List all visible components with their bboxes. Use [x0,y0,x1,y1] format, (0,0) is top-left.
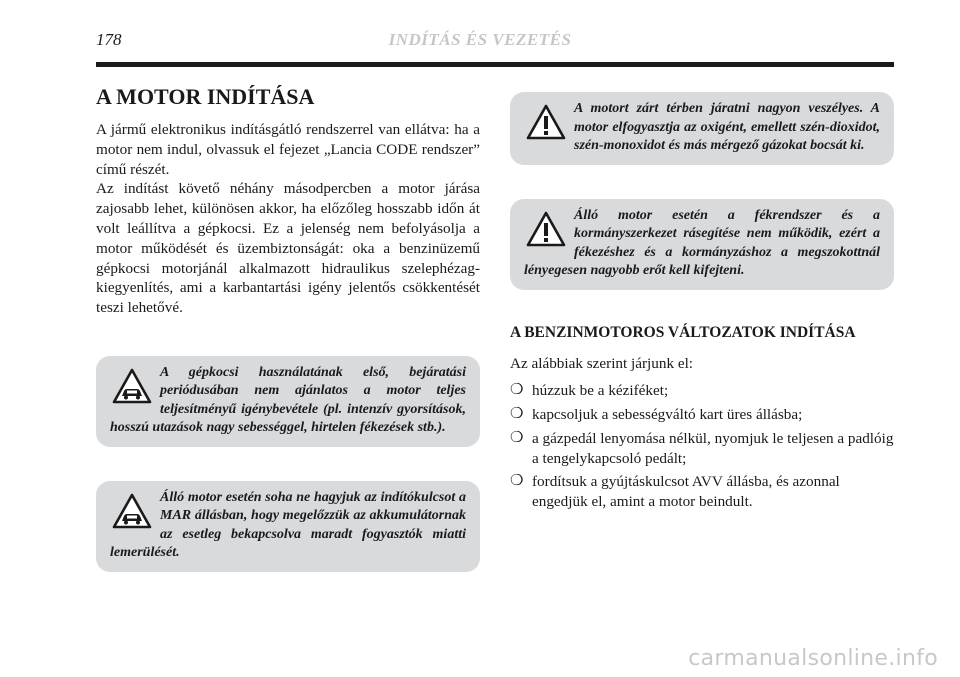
noise-paragraph: Az indítást követő néhány másodpercben a motor járása zajosabb lehet, különösen akkor, ha előzőleg hosszabb időn át volt leállítva a gépkocsi. Ez a jelenség nem befolyásolja a motor működését és üzembiztonságát: oka a benzinüzemű gépkocsi motorjánál alkalmazott hidraulikus szelephézag-kiegyenlítés, ami a karbantartási igény jelentős csökkentését teszi lehetővé. [96,180,480,317]
bullet-circle-icon: ❍ [510,406,524,423]
warning-triangle-icon [526,104,566,140]
notice-box-break-in [96,356,480,447]
warning-text-exhaust: A motort zárt térben járatni nagyon veszélyes. A motor elfogyasztja az oxigént, emellett szén-dioxidot, szén-monoxidot és más mérgező gázokat bocsát ki. [574,101,880,153]
list-item: ❍ fordítsuk a gyújtáskulcsot AVV állásba, és azonnal engedjük el, amint a motor beindult. [510,473,840,511]
car-caution-icon [112,493,152,529]
chapter-title: INDÍTÁS ÉS VEZETÉS [388,30,572,49]
bullet-circle-icon: ❍ [510,473,524,490]
bullet-circle-icon: ❍ [510,382,524,399]
bullet-circle-icon: ❍ [510,429,524,446]
watermark: carmanualsonline.info [688,646,938,671]
warning-box-exhaust [510,92,894,165]
page-number: 178 [96,30,122,49]
list-item: ❍ húzzuk be a kéziféket; [510,382,669,400]
steps-list [510,381,894,512]
list-item: ❍ a gázpedál lenyomása nélkül, nyomjuk le teljesen a padlóig a tengelykapcsoló pedált; [510,429,894,467]
steps-intro: Az alábbiak szerint járjunk el: [510,354,694,372]
warning-box-power-assist [510,199,894,290]
notice-text-key-position: Álló motor esetén soha ne hagyjuk az indítókulcsot a MAR állásban, hogy megelőzzük az akkumulátornak az esetleg bekapcsolva maradt fogyasztók miatti lemerülését. [110,489,466,561]
right-column [510,92,894,516]
section-title: A MOTOR INDÍTÁSA [96,84,315,109]
notice-text-break-in: A gépkocsi használatának első, bejáratási periódusában nem ajánlatos a motor teljes teljesítményű igénybevétele (pl. intenzív gyorsítások, hosszú utazások nagy sebességgel, hirtelen fékezések stb.). [110,364,466,436]
subsection-title: A BENZINMOTOROS VÁLTOZATOK INDÍTÁSA [510,323,856,341]
left-column [96,84,480,572]
warning-triangle-icon [526,211,566,247]
list-item: ❍ kapcsoljuk a sebességváltó kart üres állásba; [510,406,803,424]
intro-paragraph: A jármű elektronikus indításgátló rendszerrel van ellátva: ha a motor nem indul, olvassuk el fejezet „Lancia CODE rendszer” című részét. [96,121,480,178]
header-rule [96,62,894,67]
notice-box-key-position [96,481,480,572]
warning-text-power-assist: Álló motor esetén a fékrendszer és a kormányszerkezet rásegítése nem működik, ezért a fékezéshez és a kormányzáshoz a megszokottnál lényegesen nagyobb erőt kell kifejteni. [524,207,880,278]
car-caution-icon [112,368,152,404]
